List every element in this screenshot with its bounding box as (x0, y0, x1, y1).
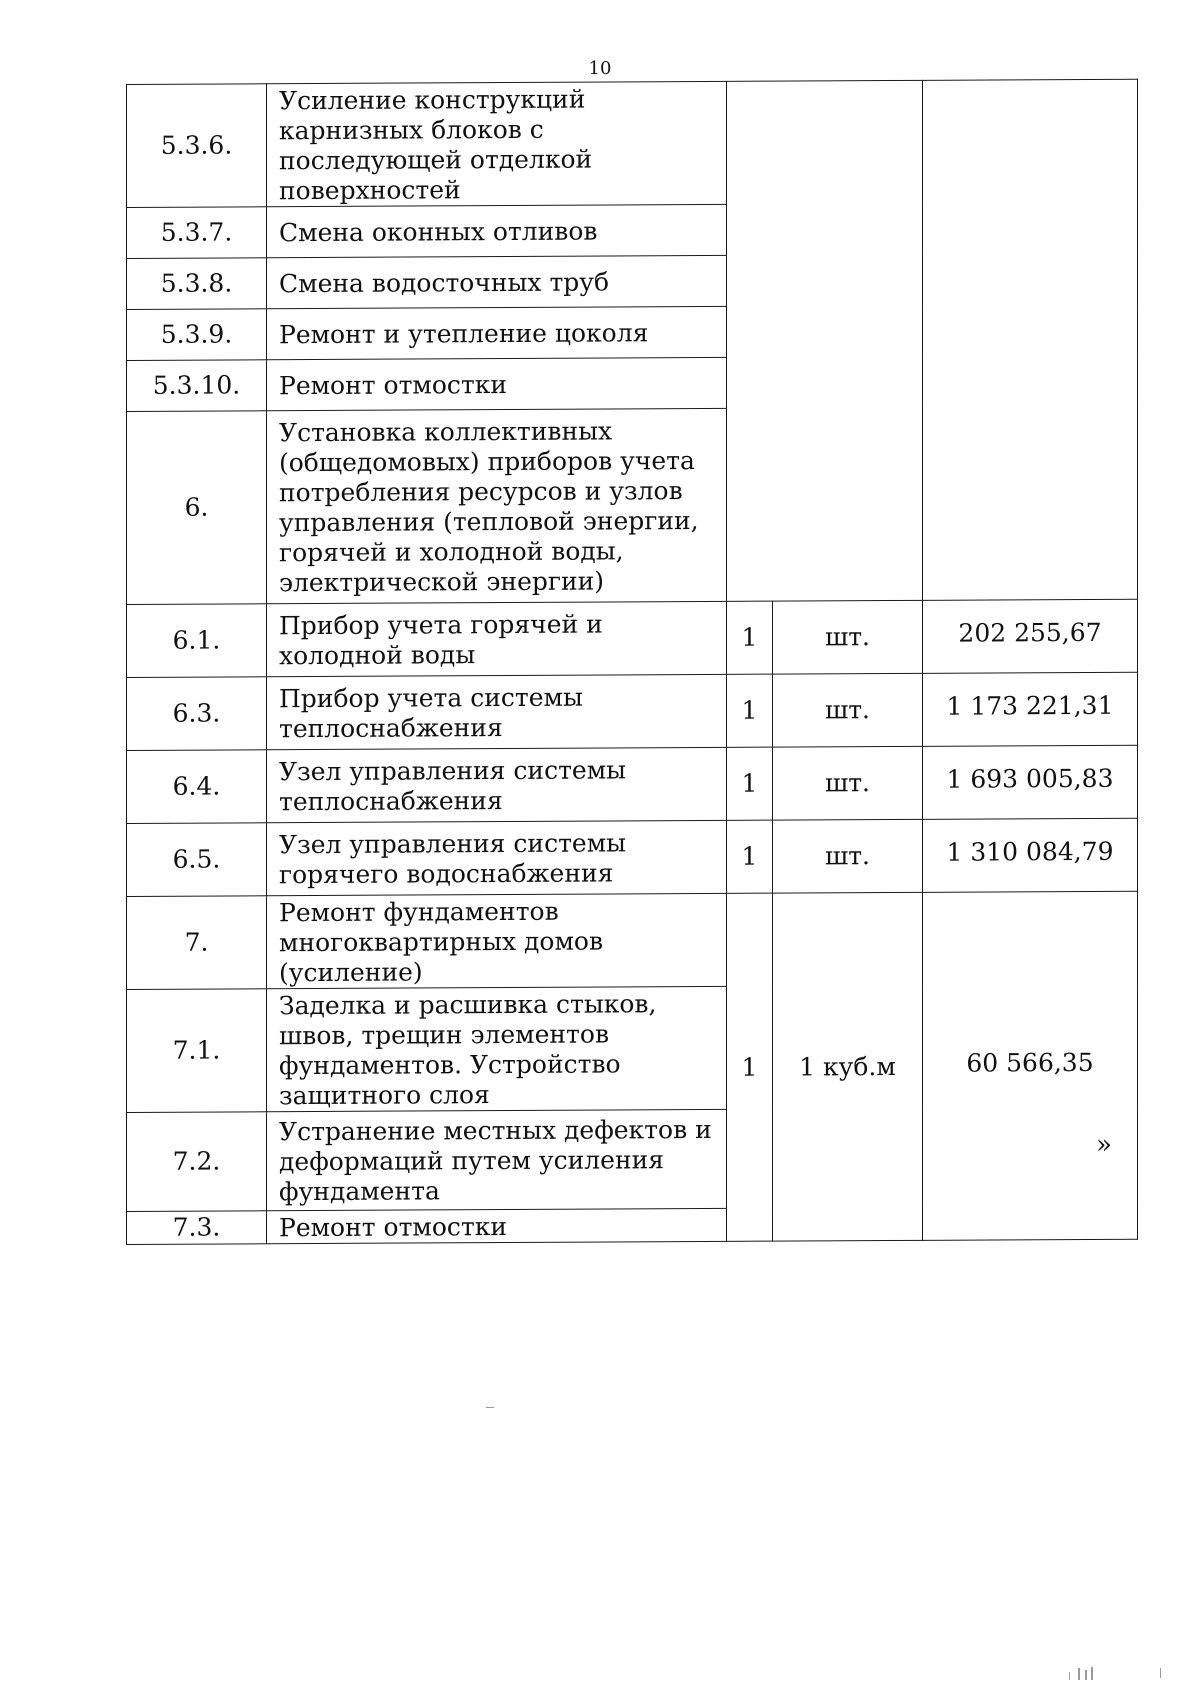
row-number: 6. (127, 411, 267, 605)
table-row-5-3-6 (127, 79, 1138, 207)
row-number: 6.4. (127, 750, 267, 824)
row-number: 5.3.7. (127, 207, 267, 259)
page-number: 10 (588, 58, 612, 79)
work-description: Ремонт отмостки (267, 357, 727, 410)
scan-artifact (1078, 1668, 1080, 1680)
closing-quote-mark: » (1096, 1130, 1112, 1160)
unit-cell: 1 куб.м (773, 892, 923, 1241)
row-number: 5.3.6. (127, 84, 267, 208)
quantity-cell: 1 (727, 601, 773, 674)
row-number: 7.3. (127, 1211, 267, 1245)
price-cell: 1 693 005,83 (923, 745, 1138, 819)
work-description: Прибор учета системы теплоснабжения (267, 674, 727, 749)
row-number: 6.3. (127, 677, 267, 751)
work-description: Устранение местных дефектов и деформаций путем усиления фундамента (267, 1109, 727, 1210)
work-description: Ремонт отмостки (267, 1208, 727, 1243)
empty-qty-unit-cell (727, 80, 923, 601)
scan-artifact (1069, 1672, 1070, 1680)
table-row-7 (127, 891, 1138, 989)
work-description: Смена оконных отливов (267, 204, 727, 257)
work-description: Установка коллективных (общедомовых) приборов учета потребления ресурсов и узлов управления (тепловой энергии, горячей и холодной воды, электрической энергии) (267, 408, 727, 603)
work-description: Смена водосточных труб (267, 255, 727, 308)
price-cell: 202 255,67 (923, 599, 1138, 673)
scan-artifact (1160, 1668, 1161, 1678)
work-description: Прибор учета горячей и холодной воды (267, 601, 727, 676)
work-description: Усиление конструкций карнизных блоков с последующей отделкой поверхностей (267, 81, 727, 206)
quantity-cell: 1 (727, 893, 773, 1241)
row-number: 7.1. (127, 989, 267, 1113)
row-number: 5.3.10. (127, 360, 267, 412)
row-number: 5.3.9. (127, 309, 267, 361)
table-row-6-3 (127, 672, 1138, 750)
empty-price-cell (923, 79, 1138, 600)
row-number: 7. (127, 896, 267, 990)
row-number: 6.5. (127, 823, 267, 897)
works-table (126, 79, 1138, 1245)
unit-cell: шт. (773, 819, 923, 893)
quantity-cell: 1 (727, 674, 773, 747)
table-row-6-1 (127, 599, 1138, 677)
price-cell: 1 310 084,79 (923, 818, 1138, 892)
quantity-cell: 1 (727, 747, 773, 820)
unit-cell: шт. (773, 600, 923, 674)
work-description: Узел управления системы горячего водоснабжения (267, 820, 727, 895)
scan-artifact (1091, 1667, 1093, 1680)
table-row-6-4 (127, 745, 1138, 823)
quantity-cell: 1 (727, 820, 773, 893)
scan-artifact (486, 1407, 494, 1408)
scan-artifact (1085, 1670, 1087, 1680)
row-number: 6.1. (127, 604, 267, 678)
price-cell: 60 566,35 (923, 891, 1138, 1240)
price-cell: 1 173 221,31 (923, 672, 1138, 746)
row-number: 7.2. (127, 1112, 267, 1212)
table-row-6-5 (127, 818, 1138, 896)
unit-cell: шт. (773, 673, 923, 747)
work-description: Узел управления системы теплоснабжения (267, 747, 727, 822)
work-description: Ремонт и утепление цоколя (267, 306, 727, 359)
row-number: 5.3.8. (127, 258, 267, 310)
work-description: Ремонт фундаментов многоквартирных домов (усиление) (267, 893, 727, 988)
work-description: Заделка и расшивка стыков, швов, трещин элементов фундаментов. Устройство защитного слоя (267, 986, 727, 1111)
unit-cell: шт. (773, 746, 923, 820)
